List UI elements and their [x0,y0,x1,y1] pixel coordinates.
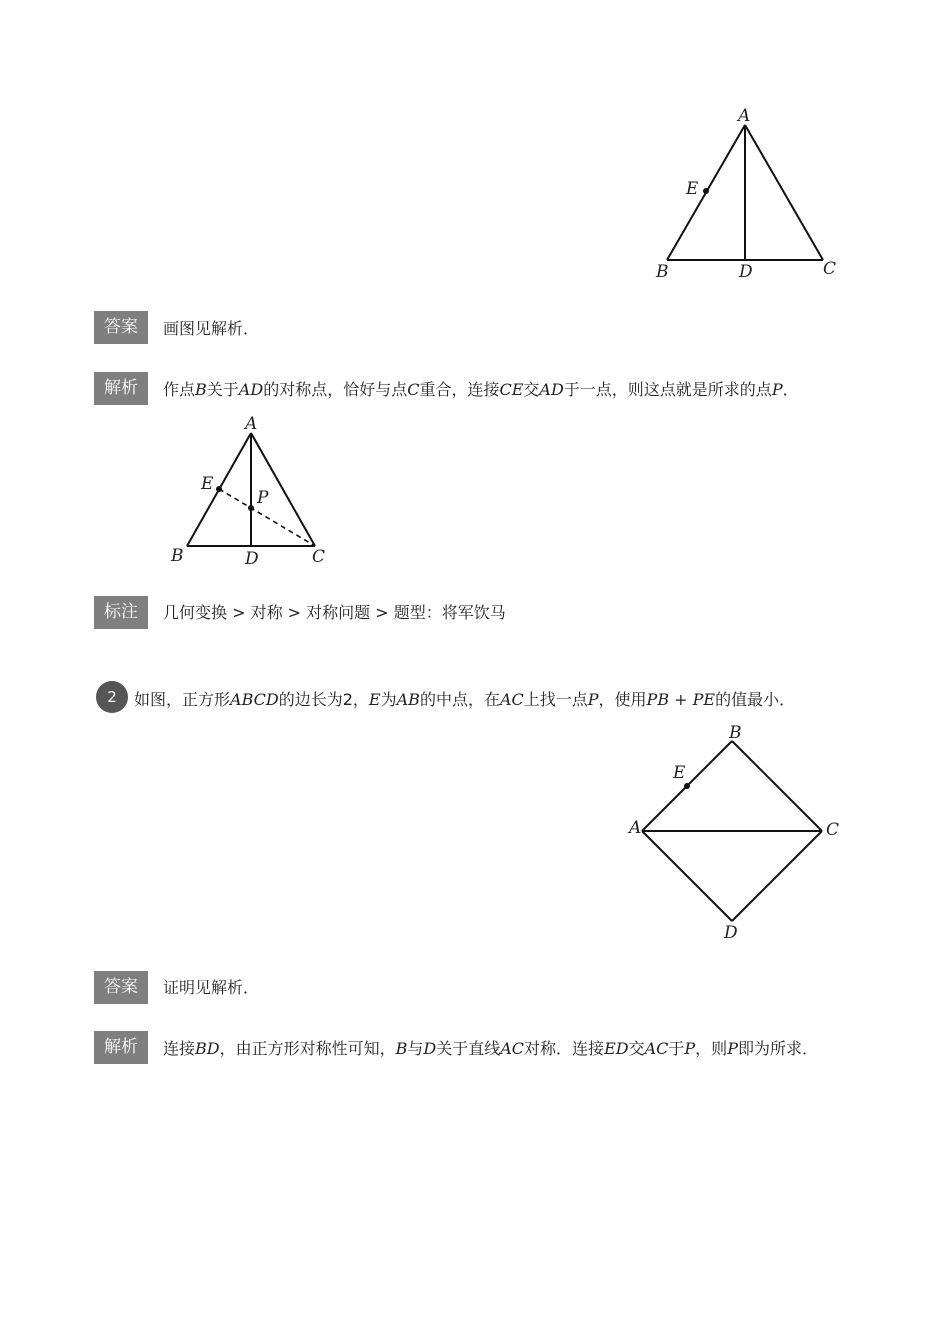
label-e: E [201,474,214,494]
note-text-1: 几何变换 > 对称 > 对称问题 > 题型：将军饮马 [163,603,506,622]
question-number-badge: 2 [96,681,128,713]
label-b: B [171,546,184,566]
answer-tag-1: 答案 [94,311,148,344]
side-ac [745,125,823,260]
side-bc [732,741,822,831]
answer-text-2: 证明见解析． [163,978,260,997]
note-tag-1: 标注 [94,596,148,629]
analysis-tag-1: 解析 [94,372,148,405]
label-c: C [823,259,837,279]
label-d: D [724,923,738,943]
label-c: C [826,820,840,840]
label-a: A [629,818,642,838]
label-d: D [245,549,259,569]
answer-tag-2: 答案 [94,971,148,1004]
side-da [642,831,732,921]
analysis-text-2: 连接BD，由正方形对称性可知，B与D关于直线AC对称．连接ED交AC于P，则P即为所求． [163,1039,818,1058]
figure-triangle-1 [640,100,860,290]
label-p: P [257,488,269,508]
label-c: C [312,547,326,567]
point-e [684,783,690,789]
label-d: D [739,262,753,282]
label-b: B [656,262,669,282]
label-a: A [245,414,258,434]
analysis-text-1: 作点B关于AD的对称点，恰好与点C重合，连接CE交AD于一点，则这点就是所求的点P． [163,380,799,399]
label-a: A [738,106,751,126]
label-e: E [686,179,699,199]
question-2-text: 如图，正方形ABCD的边长为2，E为AB的中点，在AC上找一点P，使用PB + PE的值最小． [134,690,796,709]
point-p [248,505,254,511]
answer-text-1: 画图见解析． [163,319,260,338]
analysis-tag-2: 解析 [94,1031,148,1064]
label-e: E [673,763,686,783]
label-b: B [729,723,742,743]
point-e [703,188,709,194]
point-e [216,486,222,492]
figure-square [620,720,850,945]
side-cd [732,831,822,921]
figure-triangle-2 [160,410,340,575]
